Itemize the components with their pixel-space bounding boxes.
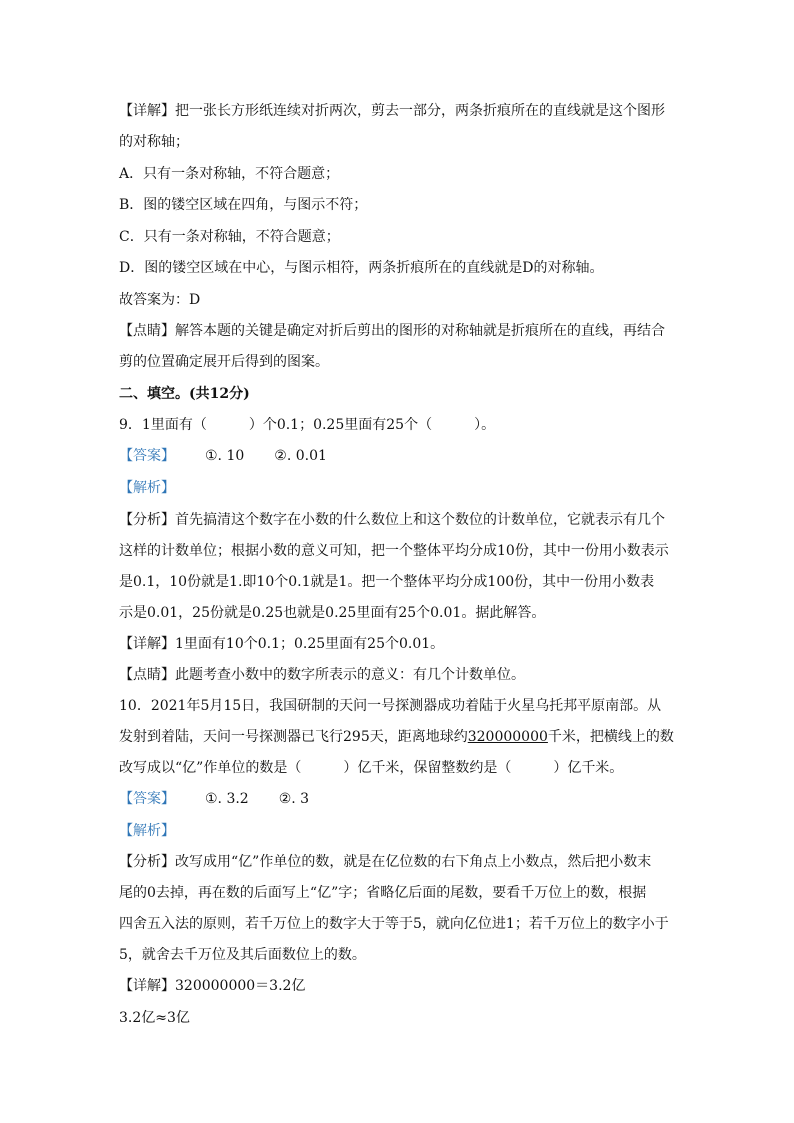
comment-text-q9: 【点睛】此题考查小数中的数字所表示的意义：有几个计数单位。 xyxy=(119,667,525,683)
detail-result-q10: 3.2亿≈3亿 xyxy=(119,1010,190,1026)
question-9-text: 9．1里面有（ ）个0.1；0.25里面有25个（ ）。 xyxy=(119,417,496,433)
analysis-label: 【解析】 xyxy=(119,480,175,496)
detail-text-q8-line2: 的对称轴； xyxy=(119,134,189,150)
comment-text-q8-line2: 剪的位置确定展开后得到的图案。 xyxy=(119,354,329,370)
analysis-text-q10-line2: 尾的0去掉，再在数的后面写上“亿”字；省略亿后面的尾数，要看千万位上的数，根据 xyxy=(119,885,647,901)
detail-text-q9: 【详解】1里面有10个0.1；0.25里面有25个0.01。 xyxy=(119,636,445,652)
answer-row-q10 xyxy=(119,786,679,812)
option-b-text: B．图的镂空区域在四角，与图示不符； xyxy=(119,197,368,213)
analysis-text-q9-line1: 【分析】首先搞清这个数字在小数的什么数位上和这个数位的计数单位，它就表示有几个 xyxy=(119,512,665,528)
analysis-text-q9-line2: 这样的计数单位；根据小数的意义可知，把一个整体平均分成10份，其中一份用小数表示 xyxy=(119,543,669,559)
analysis-text-q10-line4: 5，就舍去千万位及其后面数位上的数。 xyxy=(119,947,366,963)
analysis-text-q9-line4: 示是0.01，25份就是0.25也就是0.25里面有25个0.01。据此解答。 xyxy=(119,605,546,621)
detail-text-q10: 【详解】320000000＝3.2亿 xyxy=(119,978,306,994)
final-answer-q8: 故答案为：D xyxy=(119,292,201,308)
analysis-text-q10-line1: 【分析】改写成用“亿”作单位的数，就是在亿位数的右下角点上小数点，然后把小数末 xyxy=(119,854,652,870)
question-10-line1: 10．2021年5月15日，我国研制的天问一号探测器成功着陆于火星乌托邦平原南部。从 xyxy=(119,698,662,714)
analysis-text-q10-line3: 四舍五入法的原则，若千万位上的数字大于等于5，就向亿位进1；若千万位上的数字小于 xyxy=(119,916,669,932)
answer-label: 【答案】 xyxy=(119,791,175,807)
detail-text-q8-line1: 【详解】把一张长方形纸连续对折两次，剪去一部分，两条折痕所在的直线就是这个图形 xyxy=(119,103,665,119)
answer-item-1: ①. 3.2 xyxy=(205,791,249,807)
answer-row-q9 xyxy=(119,443,679,469)
section-heading-fill-in: 二、填空。(共12分) xyxy=(119,386,250,402)
analysis-label: 【解析】 xyxy=(119,823,175,839)
question-10-line3: 改写成以“亿”作单位的数是（ ）亿千米，保留整数约是（ ）亿千米。 xyxy=(119,760,624,776)
option-d-text: D．图的镂空区域在中心，与图示相符，两条折痕所在的直线就是D的对称轴。 xyxy=(119,260,604,276)
question-10-line2-end: 千米，把横线上的数 xyxy=(547,729,674,745)
option-c-text: C．只有一条对称轴，不符合题意； xyxy=(119,229,340,245)
analysis-text-q9-line3: 是0.1，10份就是1.即10个0.1就是1。把一个整体平均分成100份，其中一份用小数表 xyxy=(119,574,655,590)
answer-item-2: ②. 0.01 xyxy=(274,448,327,464)
underlined-number: 320000000 xyxy=(467,729,548,745)
answer-item-1: ①. 10 xyxy=(205,448,245,464)
question-10-line2-start: 发射到着陆，天问一号探测器已飞行295天，距离地球约 xyxy=(119,729,468,745)
question-10-line2 xyxy=(119,724,679,750)
option-a-text: A．只有一条对称轴，不符合题意； xyxy=(119,166,340,182)
answer-label: 【答案】 xyxy=(119,448,175,464)
comment-text-q8-line1: 【点睛】解答本题的关键是确定对折后剪出的图形的对称轴就是折痕所在的直线，再结合 xyxy=(119,323,665,339)
answer-item-2: ②. 3 xyxy=(278,791,310,807)
